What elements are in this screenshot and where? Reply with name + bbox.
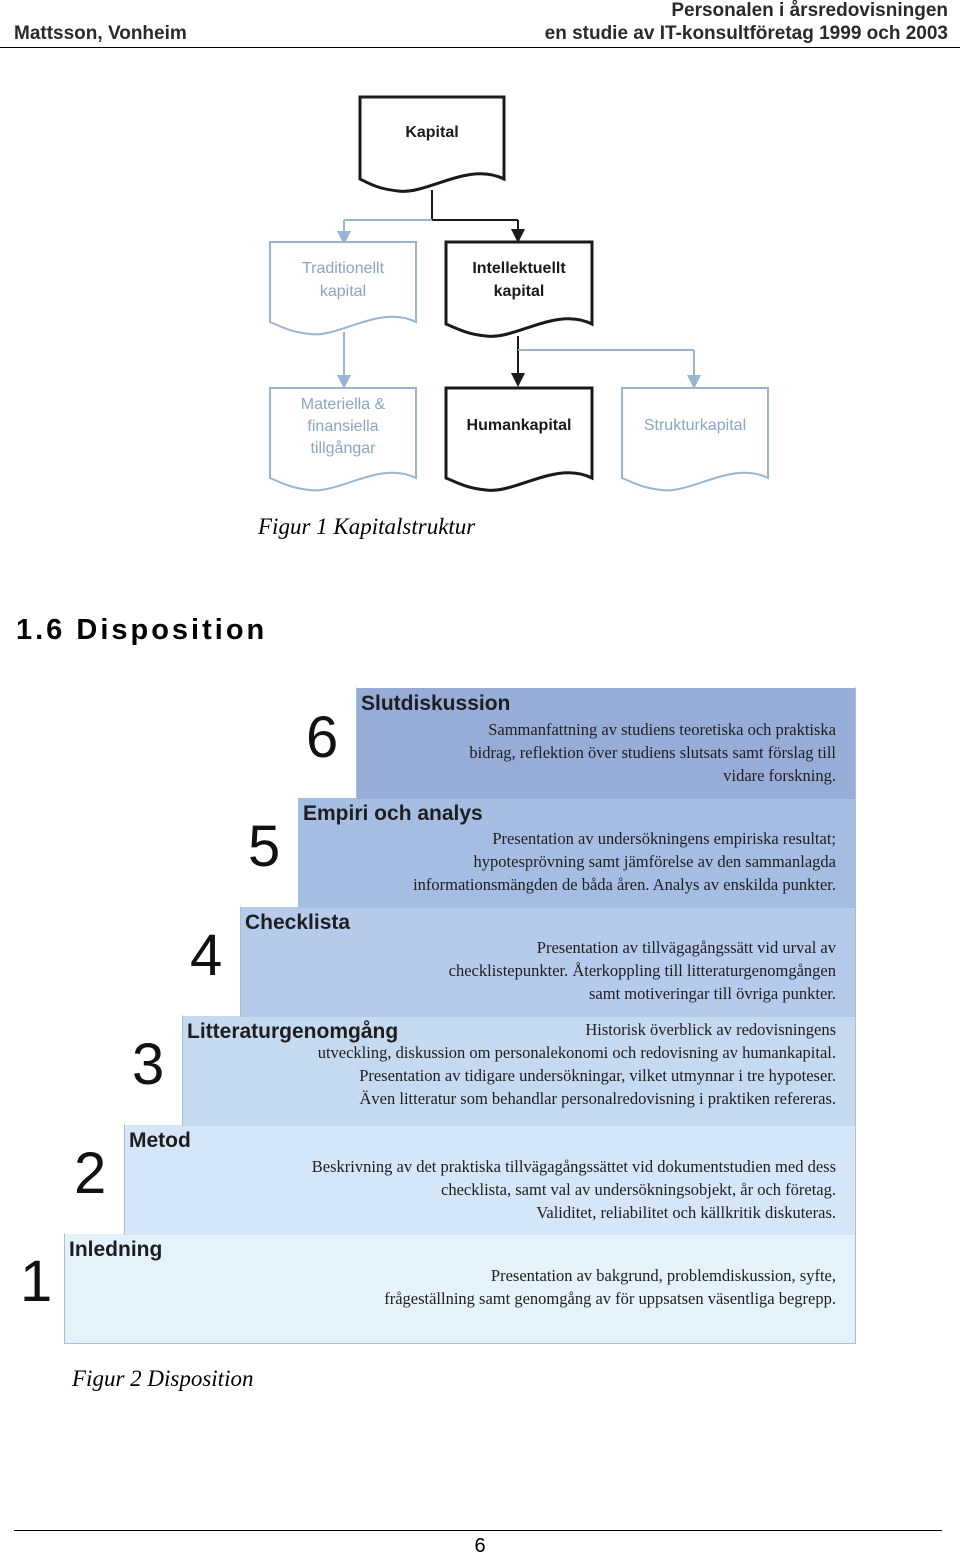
section-heading: 1.6 Disposition	[16, 614, 268, 646]
step-desc-line: Sammanfattning av studiens teoretiska och praktiska	[488, 720, 836, 739]
step-desc-line: bidrag, reflektion över studiens slutsats samt förslag till	[469, 743, 836, 762]
node-materiella-line1: Materiella &	[300, 396, 386, 413]
step-desc-line: Validitet, reliabilitet och källkritik diskuteras.	[536, 1203, 836, 1222]
step-title: Slutdiskussion	[361, 692, 511, 715]
figure2-caption: Figur 2 Disposition	[72, 1366, 254, 1391]
step-desc-line: Presentation av bakgrund, problemdiskussion, syfte,	[490, 1266, 836, 1285]
header-authors: Mattsson, Vonheim	[14, 23, 187, 44]
footer-rule	[14, 1530, 942, 1531]
node-kapital: Kapital	[358, 95, 506, 195]
page-number: 6	[474, 1535, 486, 1557]
step-number: 5	[248, 814, 281, 879]
header-subtitle: en studie av IT-konsultföretag 1999 och 2003	[544, 23, 948, 44]
step-desc-line: informationsmängden de båda åren. Analys av enskilda punkter.	[413, 875, 836, 894]
step-desc-line: Presentation av tidigare undersökningar, vilket utmynnar i tre hypoteser.	[359, 1066, 836, 1085]
step-desc-line: Presentation av tillvägagångssätt vid urval av	[536, 938, 836, 957]
node-materiella-tillgangar	[268, 386, 418, 494]
node-strukturkapital: Strukturkapital	[620, 386, 770, 494]
node-intellektuellt-line2: kapital	[493, 283, 545, 300]
step-desc-line: Även litteratur som behandlar personalredovisning i praktiken refereras.	[359, 1089, 836, 1108]
step-desc-line: checklistepunkter. Återkoppling till litteraturgenomgången	[448, 961, 836, 980]
step-number: 2	[74, 1141, 107, 1206]
step-number: 3	[132, 1032, 165, 1097]
step-desc-line: frågeställning samt genomgång av för uppsatsen väsentliga begrepp.	[384, 1289, 836, 1308]
header-title: Personalen i årsredovisningen	[671, 0, 948, 21]
step-number: 6	[306, 705, 339, 770]
figure1-caption: Figur 1 Kapitalstruktur	[258, 514, 476, 539]
node-traditionellt-line2: kapital	[319, 283, 367, 300]
step-title: Empiri och analys	[303, 802, 483, 825]
step-number: 1	[20, 1249, 53, 1314]
step-desc-line: Historisk överblick av redovisningens	[585, 1020, 836, 1039]
step-title: Litteraturgenomgång	[187, 1020, 399, 1043]
step-desc-line: Beskrivning av det praktiska tillvägagångssättet vid dokumentstudien med dess	[311, 1157, 836, 1176]
step-desc-line: Presentation av undersökningens empiriska resultat;	[492, 829, 836, 848]
step-desc-line: vidare forskning.	[723, 766, 836, 785]
step-desc-line: checklista, samt val av undersökningsobjekt, år och företag.	[441, 1180, 836, 1199]
step-desc-line: utveckling, diskussion om personalekonomi och redovisning av humankapital.	[317, 1043, 836, 1062]
step-title: Checklista	[245, 911, 351, 934]
step-title: Metod	[129, 1129, 191, 1152]
step-title: Inledning	[69, 1238, 163, 1261]
node-humankapital: Humankapital	[444, 386, 594, 494]
step-number: 4	[190, 923, 223, 988]
node-materiella-line3: tillgångar	[310, 440, 376, 457]
node-intellektuellt-kapital	[444, 240, 594, 340]
node-materiella-line2: finansiella	[307, 418, 379, 435]
step-desc-line: hypotesprövning samt jämförelse av den sammanlagda	[473, 852, 836, 871]
node-traditionellt-kapital	[268, 240, 418, 338]
node-intellektuellt-line1: Intellektuellt	[472, 260, 566, 277]
step-desc-line: samt motiveringar till övriga punkter.	[589, 984, 836, 1003]
node-traditionellt-line1: Traditionellt	[301, 260, 385, 277]
